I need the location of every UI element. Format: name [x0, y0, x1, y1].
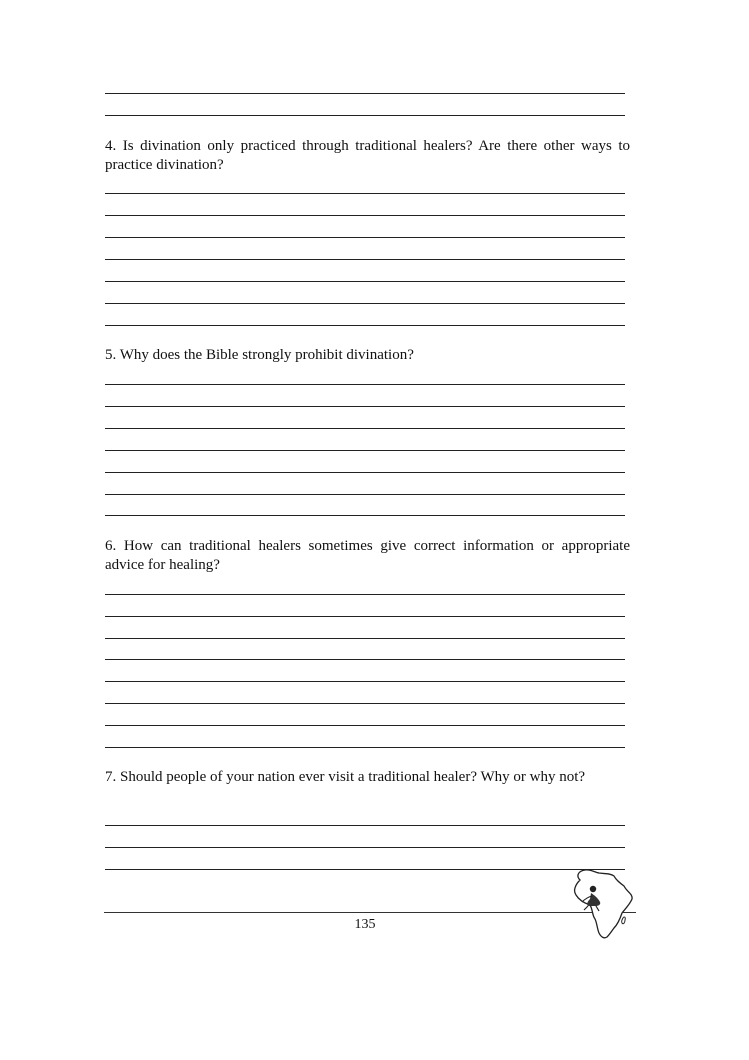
answer-line [105, 281, 625, 282]
answer-line [105, 406, 625, 407]
answer-line [105, 193, 625, 194]
page-number: 135 [354, 917, 376, 932]
question-number: 4. [105, 138, 117, 154]
africa-map-icon [566, 868, 636, 940]
answer-line [105, 450, 625, 451]
question-number: 6. [105, 538, 117, 554]
answer-line [105, 515, 625, 516]
answer-line [105, 472, 625, 473]
answer-line [105, 659, 625, 660]
answer-line [105, 303, 625, 304]
footer-rule [104, 912, 636, 913]
answer-line [105, 594, 625, 595]
answer-line [105, 428, 625, 429]
answer-line [105, 847, 625, 848]
question-number: 5. [105, 347, 117, 363]
question-4 [105, 137, 630, 175]
question-5 [105, 346, 630, 365]
answer-line [105, 681, 625, 682]
answer-line [105, 325, 625, 326]
question-6 [105, 537, 630, 575]
answer-line [105, 259, 625, 260]
question-text: Should people of your nation ever visit a traditional healer? Why or why not? [120, 769, 586, 785]
question-number: 7. [105, 769, 117, 785]
question-text: Is divination only practiced through traditional healers? Are there other ways to practice divination? [105, 138, 631, 173]
answer-line [105, 616, 625, 617]
answer-line [105, 384, 625, 385]
answer-line [105, 494, 625, 495]
answer-line [105, 747, 625, 748]
answer-line [105, 237, 625, 238]
question-7 [105, 768, 630, 787]
question-text: How can traditional healers sometimes give correct information or appropriate advice for healing? [105, 538, 630, 573]
answer-line [105, 703, 625, 704]
answer-line [105, 115, 625, 116]
answer-line [105, 93, 625, 94]
answer-line [105, 825, 625, 826]
answer-line [105, 869, 625, 870]
question-text: Why does the Bible strongly prohibit divination? [119, 347, 414, 363]
answer-line [105, 725, 625, 726]
answer-line [105, 638, 625, 639]
answer-line [105, 215, 625, 216]
